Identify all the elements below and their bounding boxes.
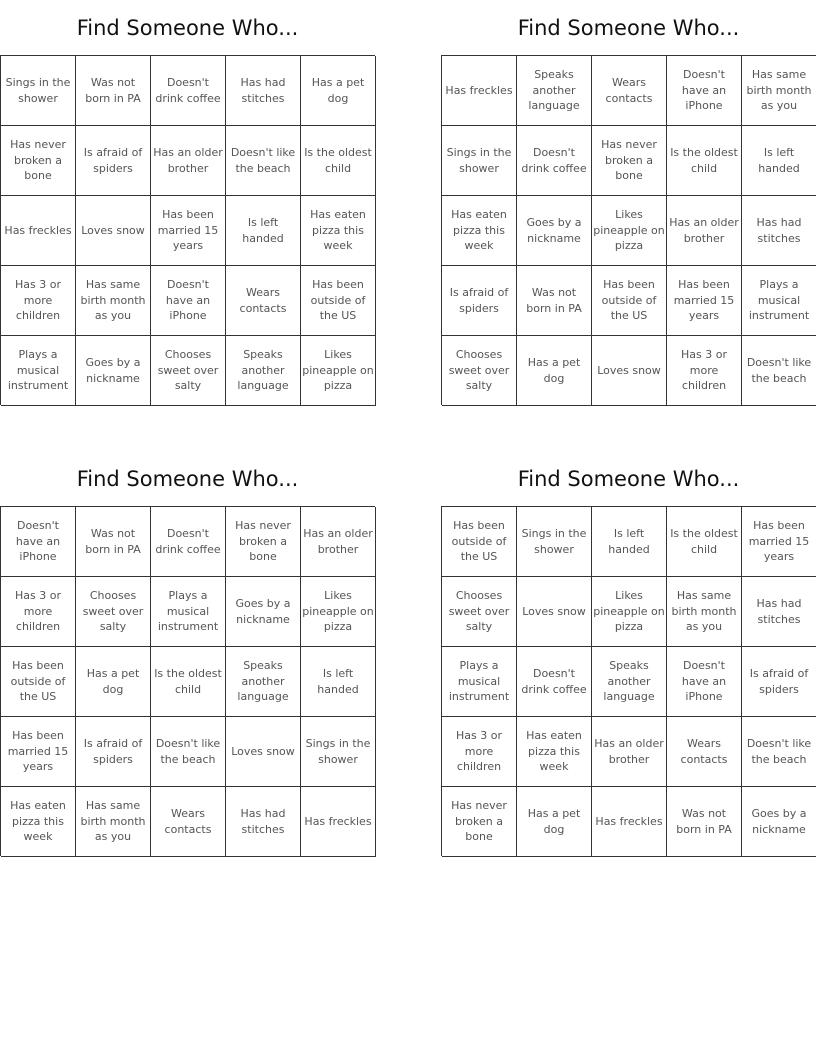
bingo-cell: Has been outside of the US [442,507,517,577]
bingo-cell: Is the oldest child [151,647,226,717]
bingo-cell: Has been outside of the US [592,266,667,336]
bingo-cell: Has been outside of the US [1,647,76,717]
bingo-cell: Has never broken a bone [592,126,667,196]
bingo-cell: Has had stitches [226,56,301,126]
bingo-cell: Doesn't have an iPhone [151,266,226,336]
bingo-cell: Doesn't like the beach [151,717,226,787]
bingo-cell: Doesn't like the beach [742,336,816,406]
bingo-card-4 [441,451,816,856]
bingo-cell: Loves snow [592,336,667,406]
bingo-cell: Doesn't drink coffee [151,507,226,577]
bingo-cell: Has eaten pizza this week [1,787,76,857]
bingo-cell: Speaks another language [226,336,301,406]
bingo-grid [0,506,375,856]
bingo-cell: Has an older brother [592,717,667,787]
bingo-cell: Doesn't drink coffee [517,647,592,717]
bingo-cell: Has same birth month as you [742,56,816,126]
bingo-cell: Was not born in PA [517,266,592,336]
bingo-cell: Has an older brother [667,196,742,266]
bingo-cell: Likes pineapple on pizza [301,336,376,406]
bingo-cell: Doesn't like the beach [226,126,301,196]
bingo-cell: Has had stitches [742,196,816,266]
bingo-cell: Has eaten pizza this week [301,196,376,266]
bingo-cell: Likes pineapple on pizza [592,196,667,266]
bingo-cell: Doesn't drink coffee [151,56,226,126]
bingo-cell: Has been married 15 years [1,717,76,787]
bingo-cell: Plays a musical instrument [151,577,226,647]
bingo-cell: Loves snow [76,196,151,266]
bingo-cell: Chooses sweet over salty [151,336,226,406]
bingo-cell: Has an older brother [151,126,226,196]
bingo-grid [441,506,816,856]
bingo-cell: Is left handed [742,126,816,196]
bingo-grid [0,55,375,405]
bingo-cell: Chooses sweet over salty [442,577,517,647]
bingo-cell: Wears contacts [151,787,226,857]
bingo-cell: Has same birth month as you [76,266,151,336]
bingo-cell: Has been married 15 years [151,196,226,266]
bingo-cell: Has 3 or more children [442,717,517,787]
bingo-cell: Is the oldest child [667,507,742,577]
bingo-cell: Has been married 15 years [667,266,742,336]
bingo-cell: Loves snow [226,717,301,787]
bingo-cell: Has 3 or more children [1,577,76,647]
bingo-cell: Has had stitches [226,787,301,857]
bingo-cell: Wears contacts [592,56,667,126]
bingo-cell: Sings in the shower [517,507,592,577]
bingo-cell: Wears contacts [226,266,301,336]
bingo-cell: Speaks another language [592,647,667,717]
bingo-cell: Has freckles [592,787,667,857]
bingo-cell: Is left handed [301,647,376,717]
bingo-cell: Chooses sweet over salty [76,577,151,647]
bingo-cell: Sings in the shower [301,717,376,787]
bingo-cell: Is afraid of spiders [442,266,517,336]
bingo-cell: Is afraid of spiders [76,126,151,196]
bingo-cell: Has had stitches [742,577,816,647]
bingo-cell: Is afraid of spiders [76,717,151,787]
bingo-cell: Has same birth month as you [667,577,742,647]
bingo-cell: Has freckles [1,196,76,266]
bingo-cell: Has freckles [301,787,376,857]
bingo-cell: Has never broken a bone [226,507,301,577]
bingo-cell: Has 3 or more children [667,336,742,406]
card-title: Find Someone Who... [517,16,740,40]
bingo-cell: Doesn't drink coffee [517,126,592,196]
bingo-cell: Doesn't have an iPhone [667,647,742,717]
bingo-cell: Wears contacts [667,717,742,787]
bingo-cell: Was not born in PA [76,56,151,126]
bingo-cell: Speaks another language [517,56,592,126]
bingo-cell: Is afraid of spiders [742,647,816,717]
bingo-cell: Goes by a nickname [76,336,151,406]
bingo-cell: Is left handed [226,196,301,266]
bingo-cell: Plays a musical instrument [742,266,816,336]
bingo-cell: Has never broken a bone [442,787,517,857]
bingo-cell: Has a pet dog [517,787,592,857]
bingo-cell: Has a pet dog [301,56,376,126]
bingo-cell: Has eaten pizza this week [517,717,592,787]
bingo-cell: Has been outside of the US [301,266,376,336]
bingo-cell: Has eaten pizza this week [442,196,517,266]
bingo-cell: Was not born in PA [667,787,742,857]
bingo-cell: Goes by a nickname [742,787,816,857]
card-title: Find Someone Who... [76,467,299,491]
bingo-grid [441,55,816,405]
bingo-cell: Likes pineapple on pizza [592,577,667,647]
bingo-cell: Is left handed [592,507,667,577]
bingo-card-1 [0,0,375,405]
bingo-cell: Sings in the shower [1,56,76,126]
bingo-card-2 [441,0,816,405]
bingo-cell: Has been married 15 years [742,507,816,577]
bingo-cell: Has freckles [442,56,517,126]
bingo-cell: Is the oldest child [667,126,742,196]
bingo-cell: Was not born in PA [76,507,151,577]
card-title: Find Someone Who... [76,16,299,40]
bingo-cell: Chooses sweet over salty [442,336,517,406]
bingo-cell: Likes pineapple on pizza [301,577,376,647]
card-title: Find Someone Who... [517,467,740,491]
bingo-cell: Sings in the shower [442,126,517,196]
bingo-cell: Plays a musical instrument [442,647,517,717]
bingo-cell: Doesn't like the beach [742,717,816,787]
bingo-cell: Goes by a nickname [226,577,301,647]
bingo-cell: Goes by a nickname [517,196,592,266]
bingo-cell: Doesn't have an iPhone [667,56,742,126]
bingo-cell: Has an older brother [301,507,376,577]
bingo-cell: Speaks another language [226,647,301,717]
bingo-cell: Has a pet dog [517,336,592,406]
bingo-cell: Has a pet dog [76,647,151,717]
bingo-cell: Doesn't have an iPhone [1,507,76,577]
bingo-card-3 [0,451,375,856]
bingo-cell: Plays a musical instrument [1,336,76,406]
bingo-cell: Has same birth month as you [76,787,151,857]
bingo-cell: Is the oldest child [301,126,376,196]
bingo-cell: Loves snow [517,577,592,647]
bingo-cell: Has 3 or more children [1,266,76,336]
bingo-cell: Has never broken a bone [1,126,76,196]
